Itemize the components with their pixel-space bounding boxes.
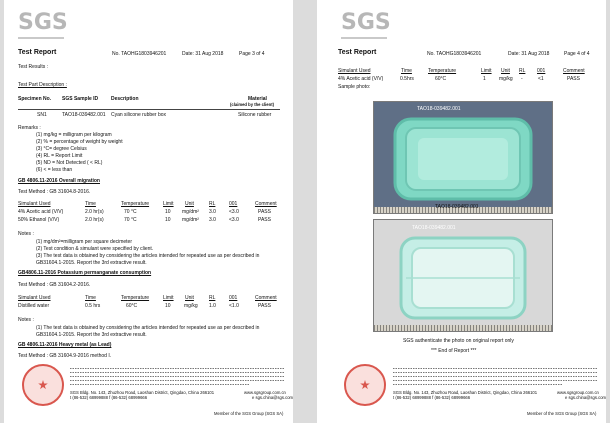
sample-id-header: SGS Sample ID [62,96,99,102]
footer-email: e sgs.china@sgs.com [252,395,293,400]
material-subheader: (claimed by the client) [230,102,274,107]
spec-table-rule [18,109,280,110]
sample-photo-top-view [373,101,553,214]
section-heavy-metal-title: GB 4806.11-2016 Heavy metal (as Lead) [18,342,112,348]
report-number: No. TAOHG1803946201 [427,51,482,57]
table-cell: PASS [258,209,271,215]
spec-sample-id: TAO18-039482.001 [62,112,106,118]
sample-photo-label: Sample photo: [338,84,371,90]
test-results-label: Test Results : [18,64,49,70]
photo-caption: TAO18-039482.001 [435,204,479,210]
col-header: Temperature [121,201,150,207]
col-header: Temperature [121,295,150,301]
legal-fine-print [70,380,285,381]
logo-underline [18,37,64,39]
col-header: Comment [255,201,277,207]
legal-fine-print [393,368,598,369]
table-cell: 1.0 [209,303,216,309]
logo-underline [341,37,387,39]
legal-fine-print [393,372,598,373]
table-cell: 10 [165,217,171,223]
table-cell: 3.0 [209,217,216,223]
col-header: RL [209,201,216,207]
remark-item: (2) % = percentage of weight by weight [36,139,123,145]
remarks-label: Remarks : [18,125,41,131]
col-header: Unit [501,68,510,74]
remark-item: (3) °C= degree Celsius [36,146,87,152]
footer-member: Member of the SGS Group (SGS SA) [214,411,284,416]
table-cell: - [521,76,523,82]
notes-label: Notes : [18,231,34,237]
sample-photo-lid-view [373,219,553,332]
table-cell: 1 [483,76,486,82]
report-page-3 [4,0,293,423]
table-cell: mg/dm² [182,209,199,215]
authenticate-note: SGS authenticate the photo on original report only [403,338,514,344]
table-cell: 4% Acetic acid (V/V) [18,209,64,215]
legal-fine-print [393,384,563,385]
description-header: Description [111,96,139,102]
footer-website: www.sgsgroup.com.cn [557,390,599,395]
footer-address: SGS Bldg. No. 143, Zhuzhou Road, Laoshan District, Qingdao, China 266101 [70,390,215,395]
measuring-ruler [374,325,552,331]
table-cell: 3.0 [209,209,216,215]
table-cell: <1.0 [229,303,239,309]
col-header: RL [209,295,216,301]
legal-fine-print [70,384,250,385]
footer-email: e sgs.china@sgs.com [565,395,606,400]
photo-label-sticker: TAO18-039482.001 [417,106,461,112]
col-header: Unit [185,295,194,301]
cyan-box-lid-illustration [398,235,528,321]
photo-label-sticker: TAO18-039482.001 [412,225,456,231]
table-cell: PASS [258,217,271,223]
col-header: 001 [537,68,546,74]
note-item: (1) The test data is obtained by considering the articles intended for repeated use as per described in [36,325,260,331]
cyan-box-top-illustration [392,116,534,202]
table-cell: 0.5 hrs [85,303,101,309]
table-cell: 10 [165,303,171,309]
table-cell: 70 °C [124,209,137,215]
table-cell: 0.5hrs [400,76,414,82]
table-cell: 60°C [435,76,447,82]
spec-description: Cyan silicone rubber box [111,112,167,118]
section-test-method: Test Method : GB 31604.8-2016. [18,189,91,195]
test-part-label: Test Part Description : [18,82,67,88]
footer-phone: t (86-532) 68999888 f (86-532) 68999666 [70,395,148,400]
legal-fine-print [393,376,598,377]
col-header: Time [401,68,412,74]
col-header: Limit [163,201,174,207]
note-item: (2) Test condition & simulant were specified by client. [36,246,154,252]
table-cell: PASS [567,76,580,82]
section-test-method: Test Method : GB 31604.9-2016 method I. [18,353,112,359]
col-header: Temperature [428,68,457,74]
report-date: Date: 31 Aug 2018 [508,51,550,57]
col-header: Comment [563,68,585,74]
table-cell: <1 [538,76,544,82]
col-header: Limit [481,68,492,74]
col-header: Simulant Used [18,295,51,301]
report-number: No. TAOHG1803946201 [112,51,167,57]
notes-label: Notes : [18,317,34,323]
material-header: Material [248,96,267,102]
note-item: (3) The test data is obtained by considering the articles intended for repeated use as per described in [36,253,260,259]
official-seal-stamp [22,364,64,406]
table-cell: 70 °C [124,217,137,223]
sgs-logo: SGS [341,10,391,35]
table-cell: <3.0 [229,217,239,223]
note-item: GB31604.1-2015. Report the 3rd extractive result. [36,332,147,338]
spec-material: Silicone rubber [238,112,272,118]
spec-specimen: SN1 [37,112,47,118]
col-header: RL [519,68,526,74]
table-cell: mg/kg [499,76,513,82]
table-cell: 60°C [126,303,138,309]
note-item: GB31604.1-2015. Report the 3rd extractive result. [36,260,147,266]
report-page-4 [317,0,606,423]
section-overall-migration-title: GB 4806.11-2016 Overall migration [18,178,100,184]
table-cell: 2.0 hr(s) [85,209,104,215]
table-cell: 50% Ethanol (V/V) [18,217,60,223]
table-cell: mg/dm² [182,217,199,223]
col-header: 001 [229,295,238,301]
col-header: Limit [163,295,174,301]
report-title: Test Report [18,49,57,56]
sgs-logo: SGS [18,10,68,35]
table-cell: mg/kg [184,303,198,309]
legal-fine-print [393,380,598,381]
table-cell: Distilled water [18,303,50,309]
col-header: 001 [229,201,238,207]
section-permanganate-title: GB4806.11-2016 Potassium permanganate consumption [18,270,152,276]
table-cell: 2.0 hr(s) [85,217,104,223]
page-number: Page 4 of 4 [564,51,590,57]
legal-fine-print [70,372,285,373]
note-item: (1) mg/dm²=milligram per square decimeter [36,239,133,245]
col-header: Time [85,201,96,207]
footer-address: SGS Bldg. No. 143, Zhuzhou Road, Laoshan District, Qingdao, China 266101 [393,390,538,395]
col-header: Simulant Used [338,68,371,74]
col-header: Unit [185,201,194,207]
report-title: Test Report [338,49,377,56]
report-date: Date: 31 Aug 2018 [182,51,224,57]
remark-item: (4) RL = Report Limit [36,153,83,159]
table-cell: 4% Acetic acid (V/V) [338,76,384,82]
specimen-header: Specimen No. [18,96,52,102]
col-header: Time [85,295,96,301]
remark-item: (6) < = less than [36,167,73,173]
remark-item: (5) ND = Not Detected ( < RL) [36,160,103,166]
col-header: Simulant Used [18,201,51,207]
table-cell: PASS [258,303,271,309]
footer-phone: t (86-532) 68999888 f (86-532) 68999666 [393,395,471,400]
legal-fine-print [70,368,285,369]
table-cell: <3.0 [229,209,239,215]
section-test-method: Test Method : GB 31604.2-2016. [18,282,91,288]
page-number: Page 3 of 4 [239,51,265,57]
footer-website: www.sgsgroup.com.cn [244,390,286,395]
remark-item: (1) mg/kg = milligram per kilogram [36,132,112,138]
legal-fine-print [70,376,285,377]
footer-member: Member of the SGS Group (SGS SA) [527,411,597,416]
end-of-report: *** End of Report *** [431,348,477,354]
col-header: Comment [255,295,277,301]
official-seal-stamp [344,364,386,406]
table-cell: 10 [165,209,171,215]
